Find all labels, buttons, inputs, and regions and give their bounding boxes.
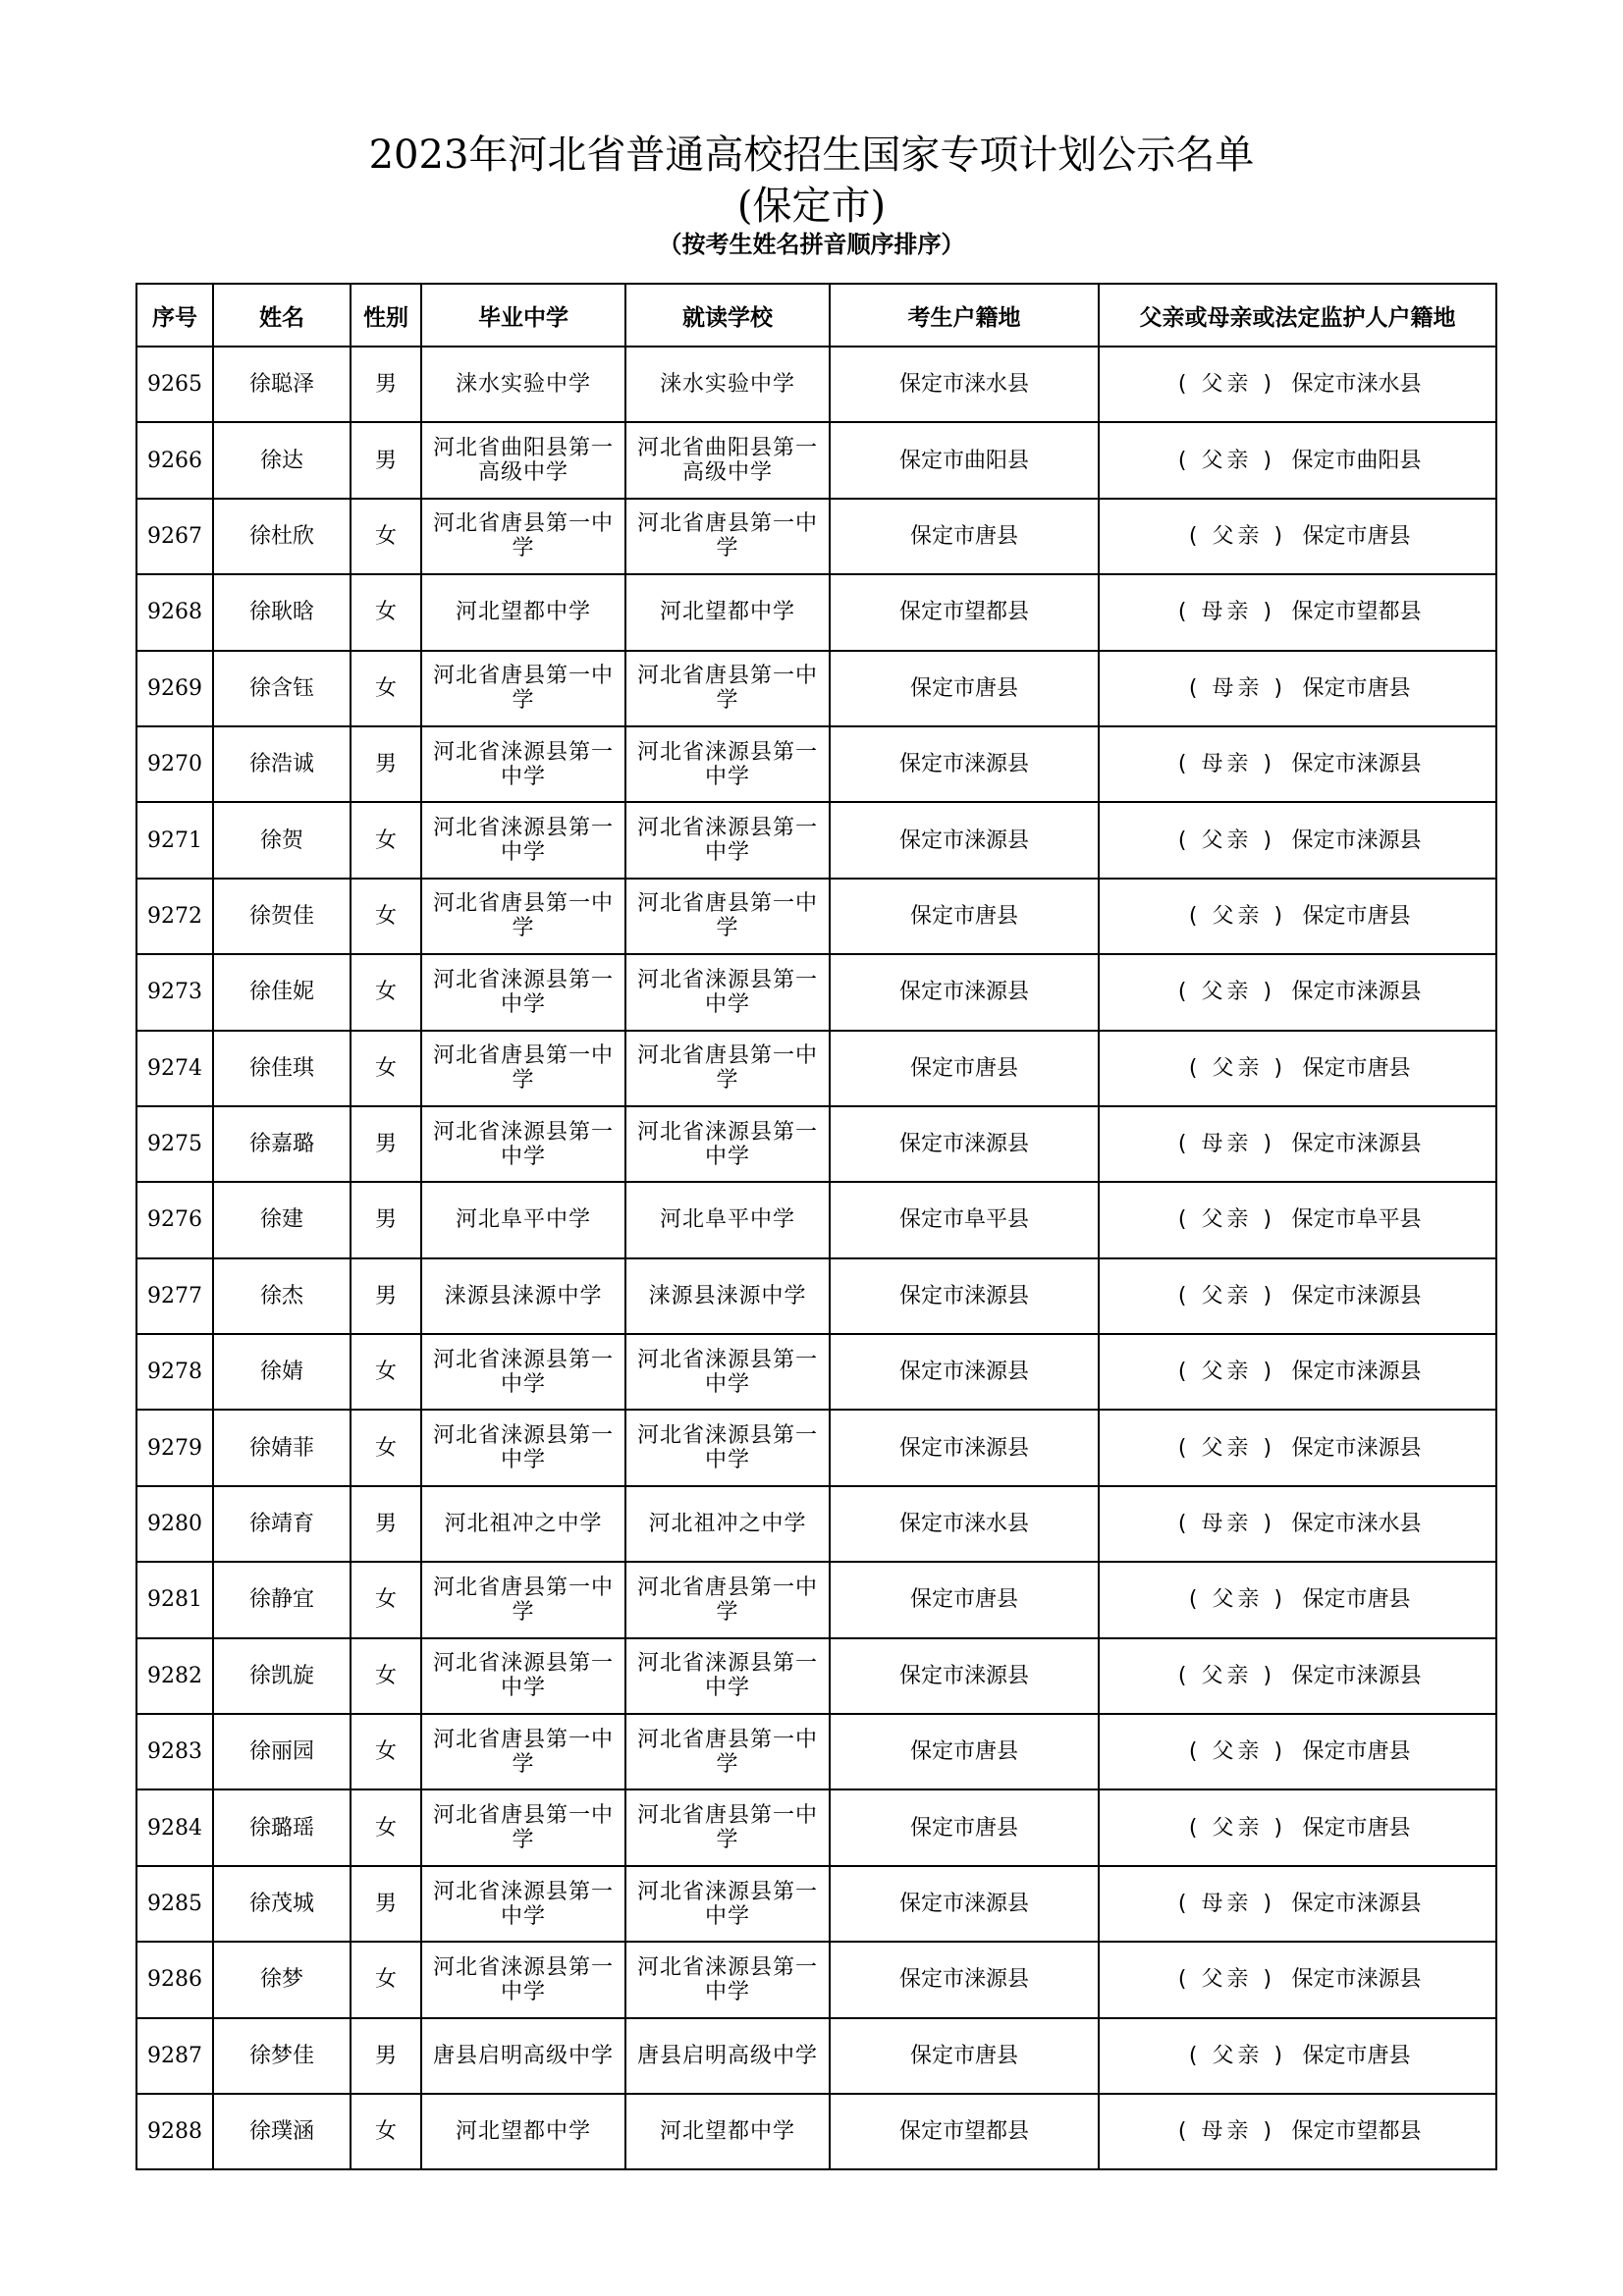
row-number: 9288: [136, 2094, 213, 2169]
current-school: 河北省唐县第一中学: [625, 499, 830, 574]
column-header: 序号: [136, 284, 213, 347]
guardian-relation: ( 父亲 ): [1177, 1360, 1276, 1385]
table-row: [136, 651, 1496, 726]
student-name: 徐浩诚: [213, 726, 351, 802]
student-gender: 女: [351, 1334, 421, 1410]
table-row: [136, 726, 1496, 802]
row-number: 9277: [136, 1258, 213, 1334]
student-gender: 女: [351, 1031, 421, 1106]
graduation-school: 涞水实验中学: [421, 347, 625, 422]
row-number: 9271: [136, 802, 213, 878]
page-subtitle: (保定市): [736, 184, 887, 229]
graduation-school: 河北省唐县第一中学: [421, 1562, 625, 1637]
table-row: [136, 1031, 1496, 1106]
row-number: 9274: [136, 1031, 213, 1106]
student-hukou: 保定市唐县: [830, 1714, 1099, 1789]
column-header: 就读学校: [625, 284, 830, 347]
guardian-cell: [1099, 422, 1496, 498]
row-number: 9284: [136, 1789, 213, 1865]
student-name: 徐嘉璐: [213, 1106, 351, 1182]
table-row: [136, 802, 1496, 878]
current-school: 河北省曲阳县第一高级中学: [625, 422, 830, 498]
student-name: 徐茂城: [213, 1866, 351, 1942]
student-hukou: 保定市唐县: [830, 1031, 1099, 1106]
student-gender: 男: [351, 422, 421, 498]
guardian-relation: ( 母亲 ): [1177, 2119, 1276, 2145]
student-name: 徐杰: [213, 1258, 351, 1334]
student-name: 徐静宜: [213, 1562, 351, 1637]
current-school: 河北省涞源县第一中学: [625, 1410, 830, 1485]
student-name: 徐靖育: [213, 1486, 351, 1562]
table-row: [136, 1942, 1496, 2017]
student-name: 徐达: [213, 422, 351, 498]
guardian-hukou: 保定市唐县: [1302, 2043, 1411, 2068]
current-school: 河北省唐县第一中学: [625, 1714, 830, 1789]
guardian-cell: [1099, 347, 1496, 422]
student-gender: 女: [351, 1789, 421, 1865]
graduation-school: 河北祖冲之中学: [421, 1486, 625, 1562]
current-school: 河北祖冲之中学: [625, 1486, 830, 1562]
page-title: 2023年河北省普通高校招生国家专项计划公示名单: [368, 133, 1255, 178]
current-school: 河北阜平中学: [625, 1182, 830, 1257]
guardian-hukou: 保定市涞水县: [1291, 1512, 1422, 1537]
guardian-cell: [1099, 954, 1496, 1030]
guardian-cell: [1099, 1031, 1496, 1106]
guardian-relation: ( 父亲 ): [1188, 1739, 1287, 1765]
current-school: 河北望都中学: [625, 574, 830, 650]
graduation-school: 河北省唐县第一中学: [421, 499, 625, 574]
student-name: 徐丽园: [213, 1714, 351, 1789]
student-gender: 男: [351, 1258, 421, 1334]
guardian-relation: ( 父亲 ): [1177, 828, 1276, 853]
table-row: [136, 1410, 1496, 1485]
guardian-hukou: 保定市涞源县: [1291, 1967, 1422, 1993]
guardian-cell: [1099, 1638, 1496, 1714]
current-school: 河北省唐县第一中学: [625, 879, 830, 954]
current-school: 河北望都中学: [625, 2094, 830, 2169]
student-gender: 男: [351, 1182, 421, 1257]
current-school: 河北省涞源县第一中学: [625, 1334, 830, 1410]
column-header: 姓名: [213, 284, 351, 347]
graduation-school: 河北省涞源县第一中学: [421, 1106, 625, 1182]
student-hukou: 保定市涞源县: [830, 802, 1099, 878]
row-number: 9280: [136, 1486, 213, 1562]
guardian-relation: ( 母亲 ): [1177, 1132, 1276, 1157]
row-number: 9273: [136, 954, 213, 1030]
student-name: 徐凯旋: [213, 1638, 351, 1714]
guardian-relation: ( 父亲 ): [1177, 448, 1276, 473]
guardian-relation: ( 母亲 ): [1188, 675, 1287, 701]
guardian-cell: [1099, 1866, 1496, 1942]
table-row: [136, 954, 1496, 1030]
guardian-cell: [1099, 1789, 1496, 1865]
student-name: 徐璐瑶: [213, 1789, 351, 1865]
guardian-relation: ( 父亲 ): [1177, 1283, 1276, 1308]
student-gender: 女: [351, 1714, 421, 1789]
student-name: 徐含钰: [213, 651, 351, 726]
student-name: 徐婧菲: [213, 1410, 351, 1485]
guardian-cell: [1099, 1258, 1496, 1334]
table-row: [136, 347, 1496, 422]
student-gender: 女: [351, 1410, 421, 1485]
current-school: 河北省唐县第一中学: [625, 1562, 830, 1637]
graduation-school: 唐县启明高级中学: [421, 2018, 625, 2094]
roster-table: [135, 283, 1497, 2170]
current-school: 河北省唐县第一中学: [625, 1789, 830, 1865]
guardian-relation: ( 父亲 ): [1177, 1207, 1276, 1233]
table-row: [136, 2018, 1496, 2094]
column-header: 性别: [351, 284, 421, 347]
student-name: 徐婧: [213, 1334, 351, 1410]
graduation-school: 河北省涞源县第一中学: [421, 802, 625, 878]
guardian-hukou: 保定市涞源县: [1291, 1132, 1422, 1157]
student-hukou: 保定市曲阳县: [830, 422, 1099, 498]
student-hukou: 保定市唐县: [830, 651, 1099, 726]
table-row: [136, 1486, 1496, 1562]
student-hukou: 保定市阜平县: [830, 1182, 1099, 1257]
student-hukou: 保定市涞水县: [830, 347, 1099, 422]
student-hukou: 保定市涞源县: [830, 954, 1099, 1030]
graduation-school: 河北省唐县第一中学: [421, 1789, 625, 1865]
table-row: [136, 1106, 1496, 1182]
row-number: 9281: [136, 1562, 213, 1637]
column-header: 考生户籍地: [830, 284, 1099, 347]
guardian-hukou: 保定市唐县: [1302, 523, 1411, 549]
sort-note: （按考生姓名拼音顺序排序）: [658, 230, 965, 258]
guardian-relation: ( 父亲 ): [1188, 903, 1287, 929]
student-hukou: 保定市涞源县: [830, 1638, 1099, 1714]
guardian-cell: [1099, 1182, 1496, 1257]
table-row: [136, 2094, 1496, 2169]
student-name: 徐建: [213, 1182, 351, 1257]
guardian-relation: ( 母亲 ): [1177, 600, 1276, 625]
guardian-relation: ( 父亲 ): [1177, 1663, 1276, 1688]
student-gender: 男: [351, 726, 421, 802]
column-header: 父亲或母亲或法定监护人户籍地: [1099, 284, 1496, 347]
student-hukou: 保定市涞源县: [830, 1942, 1099, 2017]
guardian-cell: [1099, 1334, 1496, 1410]
guardian-hukou: 保定市涞源县: [1291, 1435, 1422, 1461]
guardian-hukou: 保定市唐县: [1302, 1739, 1411, 1765]
student-gender: 女: [351, 1638, 421, 1714]
graduation-school: 河北望都中学: [421, 2094, 625, 2169]
graduation-school: 河北省唐县第一中学: [421, 651, 625, 726]
current-school: 涞水实验中学: [625, 347, 830, 422]
student-gender: 男: [351, 1106, 421, 1182]
guardian-hukou: 保定市涞源县: [1291, 828, 1422, 853]
guardian-relation: ( 父亲 ): [1188, 2043, 1287, 2068]
table-body: [136, 347, 1496, 2169]
student-gender: 男: [351, 347, 421, 422]
student-hukou: 保定市涞源县: [830, 1258, 1099, 1334]
table-row: [136, 1866, 1496, 1942]
student-gender: 女: [351, 2094, 421, 2169]
student-hukou: 保定市唐县: [830, 879, 1099, 954]
current-school: 河北省涞源县第一中学: [625, 1106, 830, 1182]
row-number: 9276: [136, 1182, 213, 1257]
student-name: 徐聪泽: [213, 347, 351, 422]
row-number: 9266: [136, 422, 213, 498]
student-hukou: 保定市望都县: [830, 2094, 1099, 2169]
guardian-relation: ( 父亲 ): [1188, 523, 1287, 549]
table-row: [136, 879, 1496, 954]
row-number: 9268: [136, 574, 213, 650]
current-school: 河北省唐县第一中学: [625, 651, 830, 726]
guardian-hukou: 保定市涞源县: [1291, 1283, 1422, 1308]
current-school: 河北省唐县第一中学: [625, 1031, 830, 1106]
table-row: [136, 574, 1496, 650]
guardian-hukou: 保定市涞源县: [1291, 752, 1422, 777]
row-number: 9270: [136, 726, 213, 802]
graduation-school: 河北省唐县第一中学: [421, 1031, 625, 1106]
graduation-school: 涞源县涞源中学: [421, 1258, 625, 1334]
student-hukou: 保定市唐县: [830, 499, 1099, 574]
student-name: 徐佳琪: [213, 1031, 351, 1106]
table-row: [136, 1562, 1496, 1637]
guardian-relation: ( 父亲 ): [1177, 980, 1276, 1005]
student-hukou: 保定市涞源县: [830, 1106, 1099, 1182]
student-gender: 女: [351, 574, 421, 650]
row-number: 9279: [136, 1410, 213, 1485]
guardian-cell: [1099, 1106, 1496, 1182]
graduation-school: 河北阜平中学: [421, 1182, 625, 1257]
student-name: 徐杜欣: [213, 499, 351, 574]
table-row: [136, 1638, 1496, 1714]
student-gender: 女: [351, 879, 421, 954]
student-gender: 女: [351, 802, 421, 878]
graduation-school: 河北省涞源县第一中学: [421, 1942, 625, 2017]
guardian-relation: ( 父亲 ): [1188, 1587, 1287, 1613]
guardian-hukou: 保定市涞水县: [1291, 372, 1422, 398]
guardian-relation: ( 母亲 ): [1177, 752, 1276, 777]
row-number: 9282: [136, 1638, 213, 1714]
guardian-cell: [1099, 1942, 1496, 2017]
row-number: 9265: [136, 347, 213, 422]
guardian-relation: ( 父亲 ): [1177, 1435, 1276, 1461]
guardian-hukou: 保定市涞源县: [1291, 1663, 1422, 1688]
guardian-relation: ( 父亲 ): [1188, 1055, 1287, 1081]
guardian-cell: [1099, 802, 1496, 878]
row-number: 9287: [136, 2018, 213, 2094]
student-gender: 女: [351, 499, 421, 574]
guardian-cell: [1099, 726, 1496, 802]
guardian-hukou: 保定市唐县: [1302, 1815, 1411, 1841]
graduation-school: 河北望都中学: [421, 574, 625, 650]
guardian-relation: ( 母亲 ): [1177, 1892, 1276, 1916]
student-gender: 女: [351, 651, 421, 726]
student-name: 徐贺佳: [213, 879, 351, 954]
column-header: 毕业中学: [421, 284, 625, 347]
guardian-hukou: 保定市唐县: [1302, 675, 1411, 701]
student-gender: 男: [351, 1486, 421, 1562]
current-school: 河北省涞源县第一中学: [625, 1638, 830, 1714]
graduation-school: 河北省唐县第一中学: [421, 879, 625, 954]
student-hukou: 保定市涞源县: [830, 1410, 1099, 1485]
guardian-relation: ( 父亲 ): [1177, 1967, 1276, 1993]
table-row: [136, 1714, 1496, 1789]
current-school: 涞源县涞源中学: [625, 1258, 830, 1334]
row-number: 9278: [136, 1334, 213, 1410]
table-row: [136, 1789, 1496, 1865]
graduation-school: 河北省涞源县第一中学: [421, 954, 625, 1030]
student-name: 徐贺: [213, 802, 351, 878]
table-row: [136, 1258, 1496, 1334]
guardian-relation: ( 父亲 ): [1177, 372, 1276, 398]
guardian-hukou: 保定市曲阳县: [1291, 448, 1422, 473]
graduation-school: 河北省涞源县第一中学: [421, 1334, 625, 1410]
guardian-cell: [1099, 574, 1496, 650]
student-gender: 男: [351, 2018, 421, 2094]
current-school: 河北省涞源县第一中学: [625, 1942, 830, 2017]
guardian-relation: ( 父亲 ): [1188, 1815, 1287, 1841]
guardian-cell: [1099, 879, 1496, 954]
row-number: 9272: [136, 879, 213, 954]
row-number: 9286: [136, 1942, 213, 2017]
student-hukou: 保定市涞源县: [830, 726, 1099, 802]
student-name: 徐梦佳: [213, 2018, 351, 2094]
guardian-hukou: 保定市唐县: [1302, 903, 1411, 929]
student-hukou: 保定市涞源县: [830, 1334, 1099, 1410]
student-name: 徐梦: [213, 1942, 351, 2017]
graduation-school: 河北省涞源县第一中学: [421, 1638, 625, 1714]
row-number: 9285: [136, 1866, 213, 1942]
student-gender: 女: [351, 954, 421, 1030]
guardian-hukou: 保定市涞源县: [1291, 1892, 1422, 1916]
graduation-school: 河北省涞源县第一中学: [421, 1410, 625, 1485]
row-number: 9267: [136, 499, 213, 574]
guardian-hukou: 保定市唐县: [1302, 1587, 1411, 1613]
guardian-cell: [1099, 1714, 1496, 1789]
current-school: 河北省涞源县第一中学: [625, 954, 830, 1030]
student-hukou: 保定市涞水县: [830, 1486, 1099, 1562]
student-gender: 男: [351, 1866, 421, 1942]
guardian-hukou: 保定市涞源县: [1291, 1360, 1422, 1385]
guardian-hukou: 保定市唐县: [1302, 1055, 1411, 1081]
row-number: 9269: [136, 651, 213, 726]
student-name: 徐璞涵: [213, 2094, 351, 2169]
graduation-school: 河北省涞源县第一中学: [421, 1866, 625, 1942]
guardian-hukou: 保定市涞源县: [1291, 980, 1422, 1005]
guardian-cell: [1099, 1486, 1496, 1562]
row-number: 9283: [136, 1714, 213, 1789]
current-school: 河北省涞源县第一中学: [625, 1866, 830, 1942]
student-hukou: 保定市唐县: [830, 1562, 1099, 1637]
guardian-cell: [1099, 1410, 1496, 1485]
guardian-cell: [1099, 1562, 1496, 1637]
guardian-cell: [1099, 2094, 1496, 2169]
guardian-cell: [1099, 2018, 1496, 2094]
guardian-hukou: 保定市阜平县: [1291, 1207, 1422, 1233]
student-name: 徐佳妮: [213, 954, 351, 1030]
guardian-cell: [1099, 651, 1496, 726]
graduation-school: 河北省曲阳县第一高级中学: [421, 422, 625, 498]
student-name: 徐耿晗: [213, 574, 351, 650]
table-row: [136, 499, 1496, 574]
guardian-hukou: 保定市望都县: [1291, 600, 1422, 625]
table-row: [136, 1182, 1496, 1257]
student-gender: 女: [351, 1942, 421, 2017]
current-school: 唐县启明高级中学: [625, 2018, 830, 2094]
guardian-relation: ( 母亲 ): [1177, 1512, 1276, 1537]
graduation-school: 河北省唐县第一中学: [421, 1714, 625, 1789]
current-school: 河北省涞源县第一中学: [625, 726, 830, 802]
graduation-school: 河北省涞源县第一中学: [421, 726, 625, 802]
student-hukou: 保定市涞源县: [830, 1866, 1099, 1942]
table-row: [136, 1334, 1496, 1410]
guardian-hukou: 保定市望都县: [1291, 2119, 1422, 2145]
student-hukou: 保定市唐县: [830, 1789, 1099, 1865]
row-number: 9275: [136, 1106, 213, 1182]
student-gender: 女: [351, 1562, 421, 1637]
student-hukou: 保定市望都县: [830, 574, 1099, 650]
guardian-cell: [1099, 499, 1496, 574]
current-school: 河北省涞源县第一中学: [625, 802, 830, 878]
table-row: [136, 422, 1496, 498]
table-header-row: [136, 284, 1496, 347]
student-hukou: 保定市唐县: [830, 2018, 1099, 2094]
